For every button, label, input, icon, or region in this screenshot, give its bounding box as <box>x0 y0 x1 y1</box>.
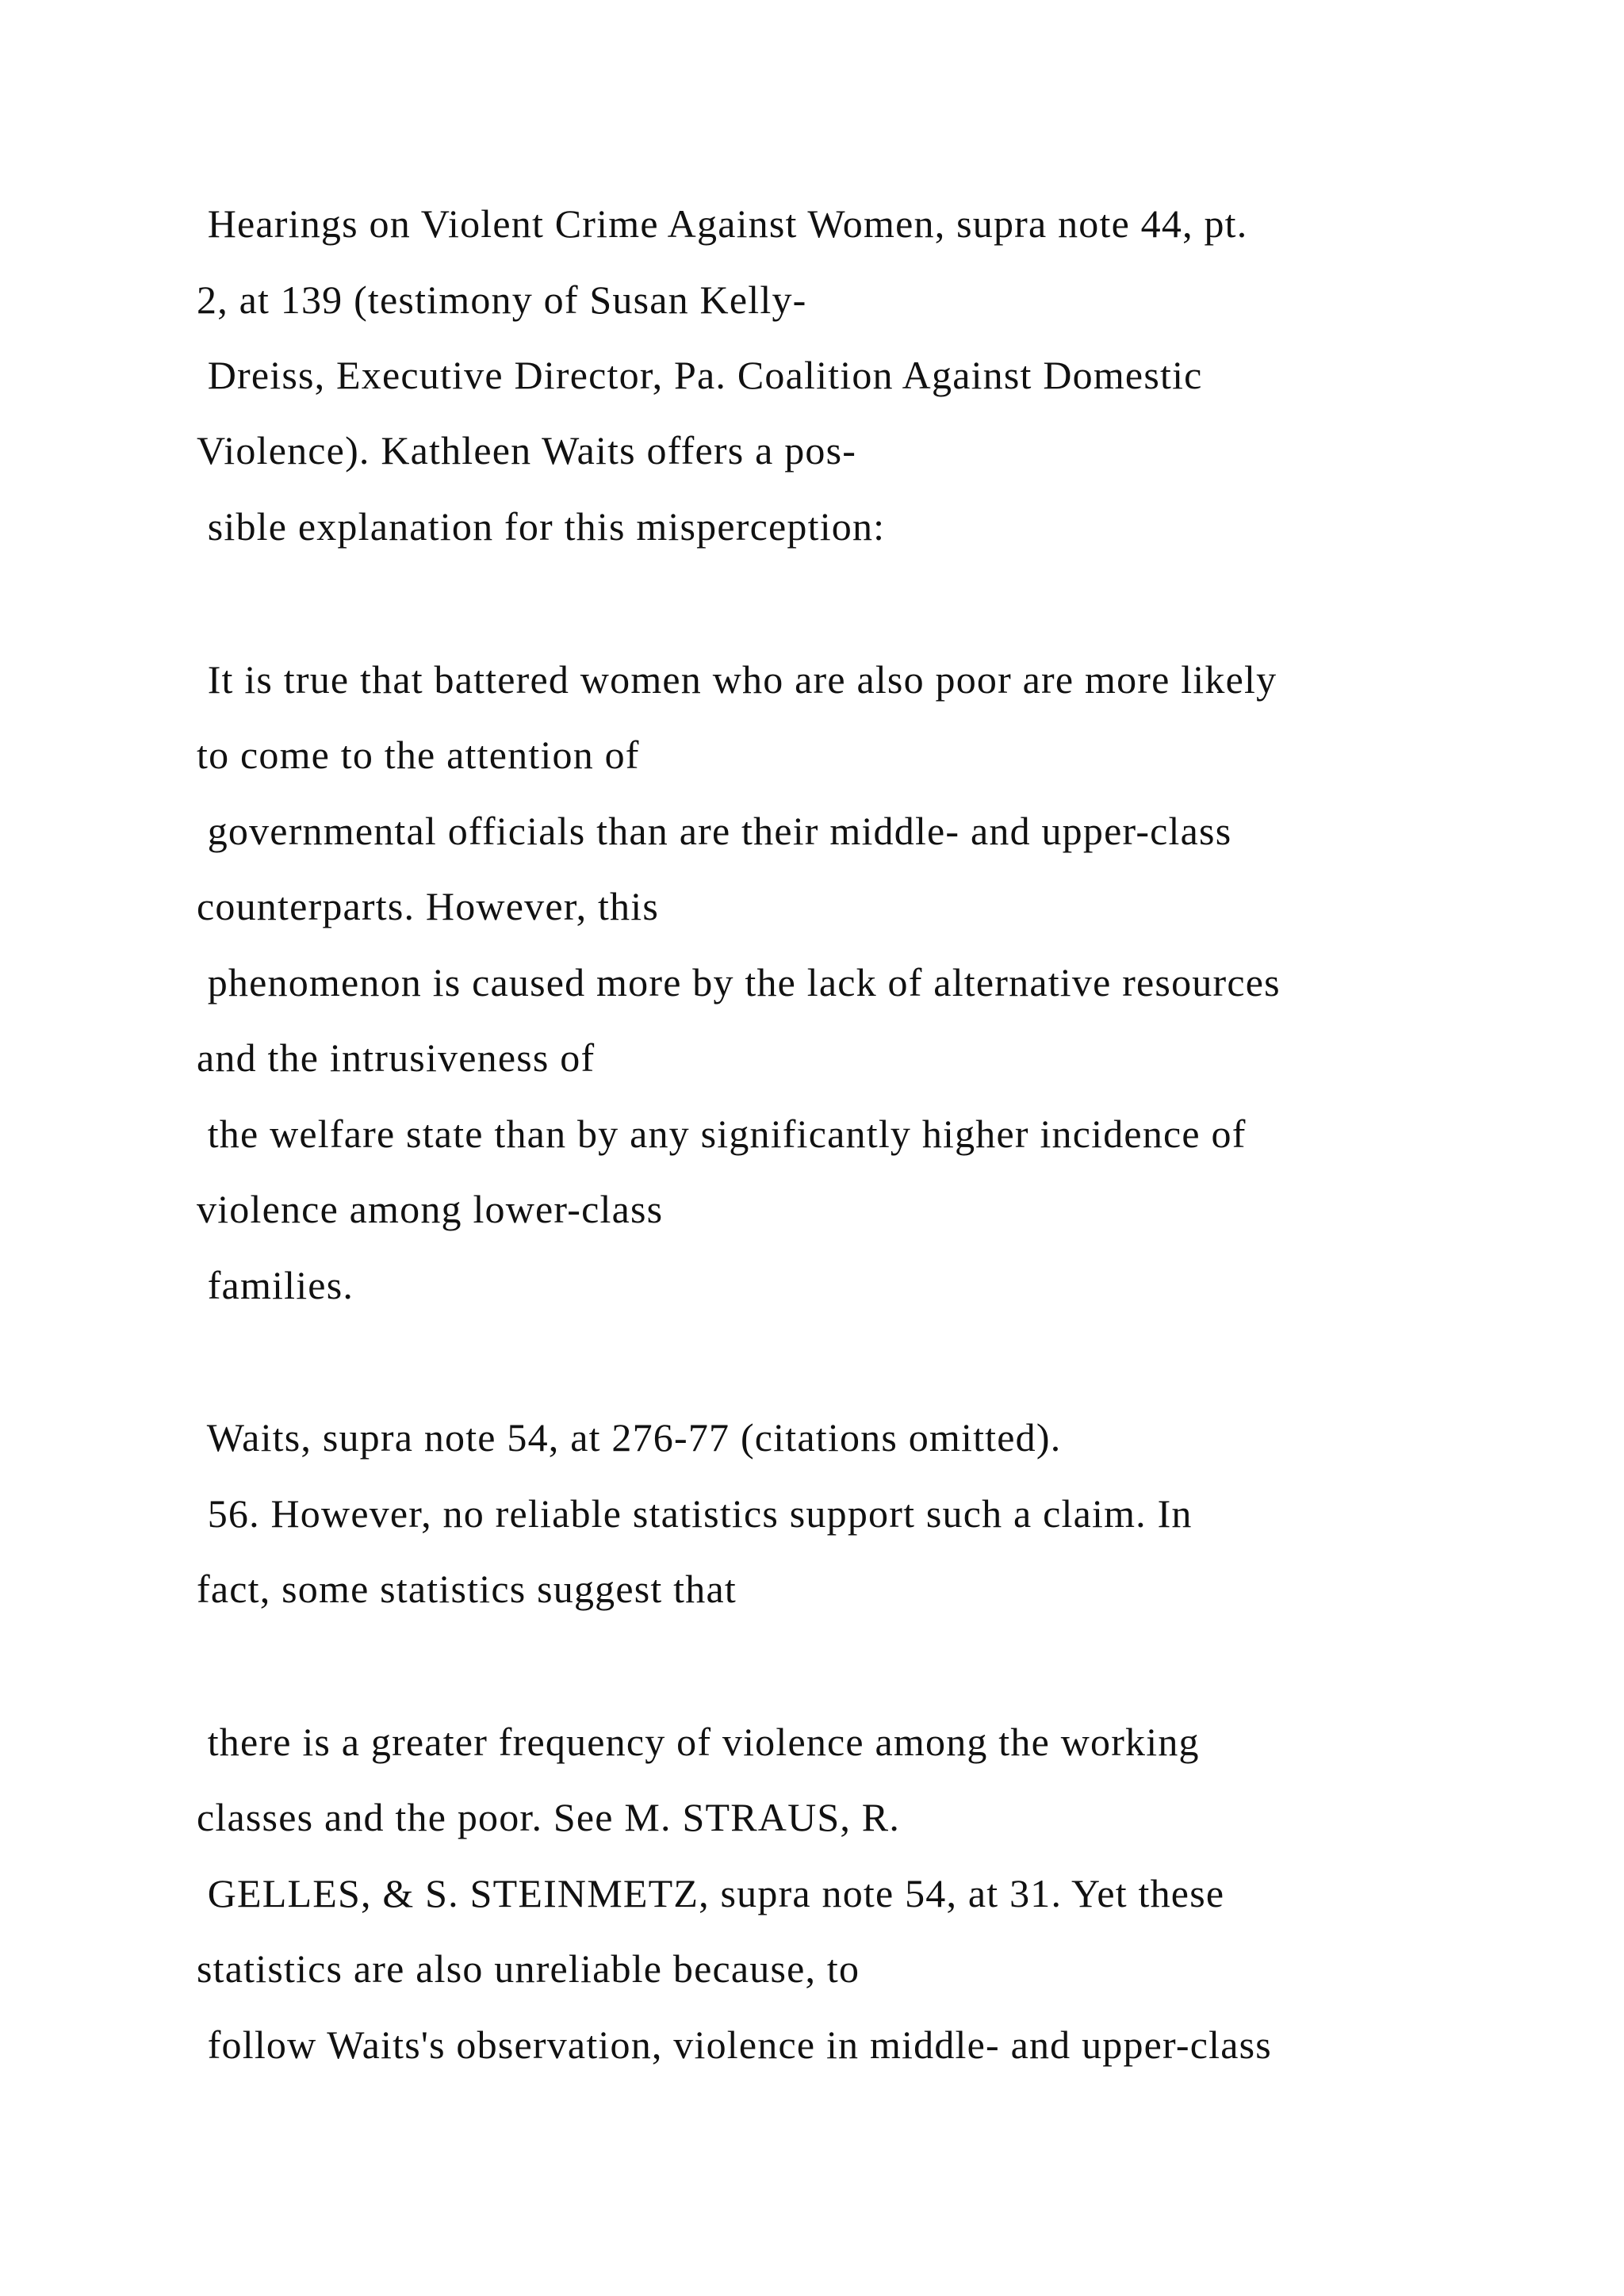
text-line: statistics are also unreliable because, to <box>197 1946 860 1991</box>
text-line: fact, some statistics suggest that <box>197 1567 737 1611</box>
text-line: 2, at 139 (testimony of Susan Kelly- <box>197 277 807 322</box>
text-line: counterparts. However, this <box>197 884 660 928</box>
text-line: It is true that battered women who are also poor are more likely <box>197 657 1277 702</box>
text-line: families. <box>197 1263 354 1307</box>
text-line: follow Waits's observation, violence in middle- and upper-class <box>197 2022 1272 2067</box>
text-line: violence among lower-class <box>197 1187 664 1231</box>
text-line: Waits, supra note 54, at 276-77 (citations omitted). <box>197 1415 1062 1460</box>
text-line: phenomenon is caused more by the lack of alternative resources <box>197 960 1281 1004</box>
text-line: the welfare state than by any significantly higher incidence of <box>197 1112 1247 1156</box>
text-line: there is a greater frequency of violence among the working <box>197 1720 1200 1764</box>
text-line: sible explanation for this misperception: <box>197 504 886 549</box>
text-line: GELLES, & S. STEINMETZ, supra note 54, at 31. Yet these <box>197 1871 1225 1915</box>
text-line: classes and the poor. See M. STRAUS, R. <box>197 1795 901 1839</box>
text-line: Violence). Kathleen Waits offers a pos- <box>197 428 857 473</box>
text-line: 56. However, no reliable statistics support such a claim. In <box>197 1491 1193 1536</box>
text-line: governmental officials than are their middle- and upper-class <box>197 809 1232 853</box>
text-line: and the intrusiveness of <box>197 1035 596 1080</box>
text-line: to come to the attention of <box>197 733 640 777</box>
text-line: Hearings on Violent Crime Against Women, supra note 44, pt. <box>197 201 1248 246</box>
text-line: Dreiss, Executive Director, Pa. Coalition Against Domestic <box>197 353 1203 397</box>
